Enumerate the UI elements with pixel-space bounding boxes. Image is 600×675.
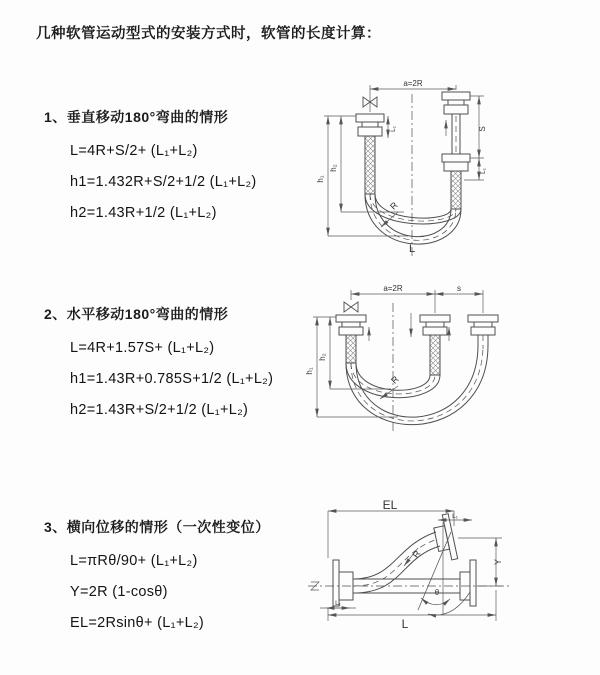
formula-h2: h2=1.43R+1/2 (L₁+L₂) xyxy=(70,205,217,221)
formula-h1: h1=1.43R+0.785S+1/2 (L₁+L₂) xyxy=(70,371,274,387)
formula-l: L=πRθ/90+ (L₁+L₂) xyxy=(70,553,198,569)
section-1-heading: 1、垂直移动180°弯曲的情形 xyxy=(44,109,229,125)
theta-label: θ xyxy=(434,588,440,597)
section-vertical-movement xyxy=(44,107,324,229)
dim-label-s: s xyxy=(457,284,461,293)
formula-l: L=4R+S/2+ (L₁+L₂) xyxy=(70,143,198,159)
formula-l: L=4R+1.57S+ (L₁+L₂) xyxy=(70,340,215,356)
dim-label-h1: h₁ xyxy=(305,367,314,375)
formula-h1: h1=1.432R+S/2+1/2 (L₁+L₂) xyxy=(70,174,257,190)
dim-label-h1: h₁ xyxy=(316,175,325,183)
radius-label: R xyxy=(410,548,423,560)
dim-label-el: EL xyxy=(382,498,398,512)
left-hose-end-fitting xyxy=(336,315,366,363)
middle-hose-end-fitting xyxy=(420,315,450,375)
u-bend-hose xyxy=(346,345,488,425)
dim-label-y: Y xyxy=(493,558,503,566)
dim-label-a2r: a=2R xyxy=(403,79,423,88)
dim-label-l1-right: L₁ xyxy=(480,168,487,174)
dim-label-a2r: a=2R xyxy=(383,284,403,293)
right-hose-end-fitting xyxy=(442,92,470,209)
section-3-heading: 3、横向位移的情形（一次性变位） xyxy=(44,519,270,535)
section-lateral-displacement xyxy=(44,517,324,639)
formula-el: EL=2Rsinθ+ (L₁+L₂) xyxy=(70,615,205,631)
formula-y: Y=2R (1-cosθ) xyxy=(70,584,168,600)
dimension-lines xyxy=(320,511,502,621)
radius-label: R xyxy=(389,374,401,386)
diagram-lateral-displacement xyxy=(300,498,600,650)
dim-label-l: L xyxy=(401,617,409,631)
radius-label: R xyxy=(388,200,400,212)
left-hose-end-fitting xyxy=(356,114,384,194)
section-horizontal-movement xyxy=(44,304,324,426)
dim-label-l1-left: L₁ xyxy=(390,126,397,132)
valve-icon xyxy=(344,302,358,312)
formula-h2: h2=1.43R+S/2+1/2 (L₁+L₂) xyxy=(70,402,249,418)
section-2-heading: 2、水平移动180°弯曲的情形 xyxy=(44,306,229,322)
dim-label-l1-left: L₁ xyxy=(335,600,341,607)
diagram-vertical-180-bend xyxy=(308,76,590,262)
diagram-labels xyxy=(335,498,503,631)
page-title: 几种软管运动型式的安装方式时，软管的长度计算： xyxy=(36,26,381,42)
u-bend-hose xyxy=(365,194,461,244)
dim-label-h2: h₂ xyxy=(329,164,338,172)
dim-label-s: S xyxy=(478,126,487,132)
right-flange-original-position xyxy=(460,560,476,606)
dim-label-h2: h₂ xyxy=(318,353,327,361)
right-hose-end-fitting xyxy=(468,315,498,349)
dim-label-l1-top: L₁ xyxy=(452,513,458,520)
displaced-hose-s-curve xyxy=(353,532,440,593)
length-label: L xyxy=(408,243,416,255)
diagram-horizontal-180-bend xyxy=(303,283,598,445)
